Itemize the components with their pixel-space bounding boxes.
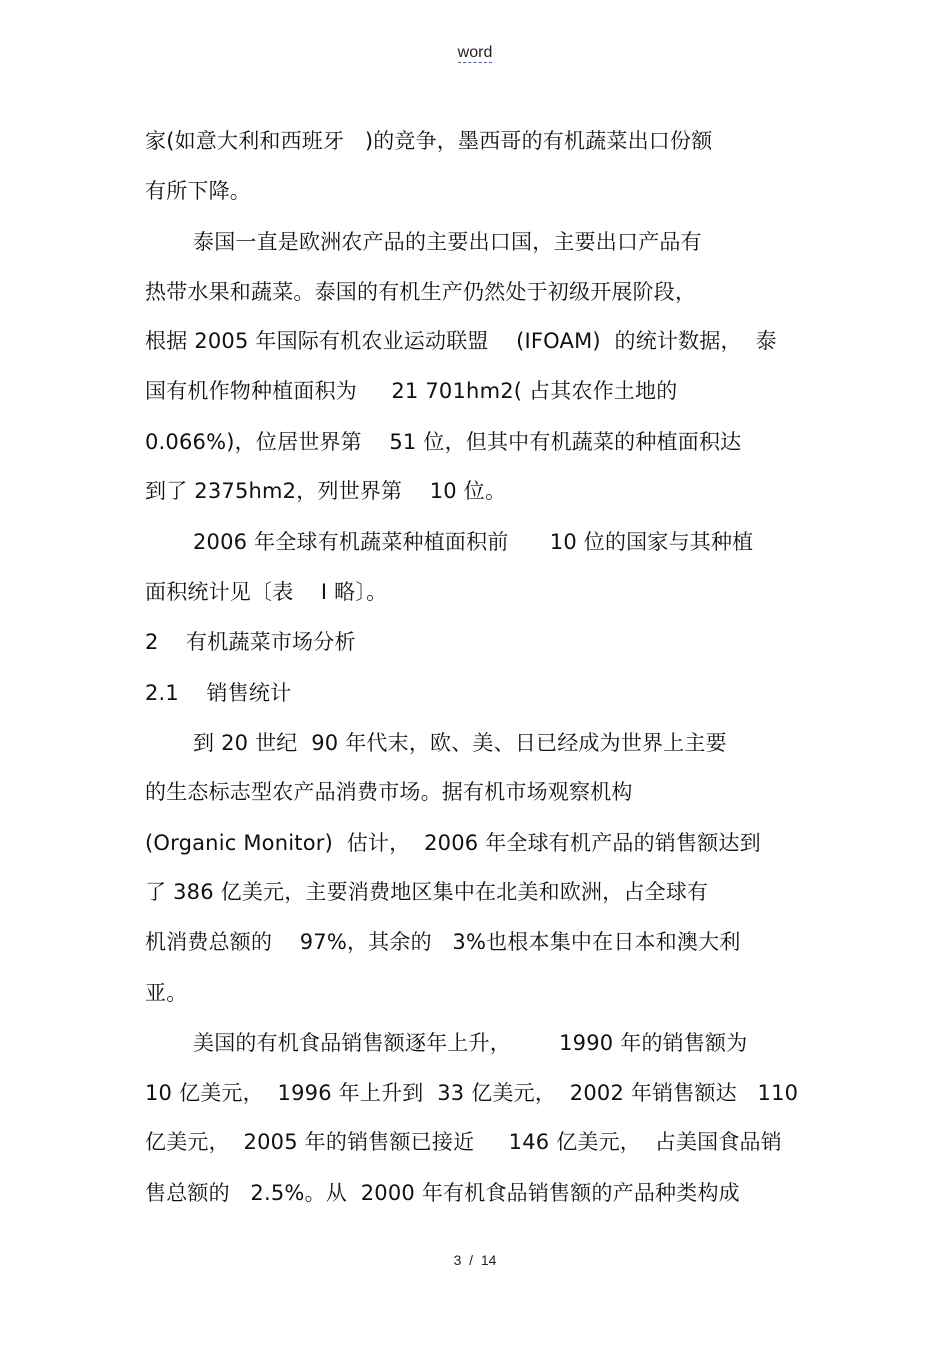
page-number: 3 / 14 bbox=[453, 1252, 497, 1268]
page-header bbox=[0, 44, 950, 62]
body-line: 售总额的 2.5%。从 2000 年有机食品销售额的产品种类构成 bbox=[145, 1181, 740, 1205]
body-line: 10 亿美元， 1996 年上升到 33 亿美元， 2002 年销售额达 110 bbox=[145, 1081, 799, 1105]
body-line: 家(如意大利和西班牙 )的竞争，墨西哥的有机蔬菜出口份额 bbox=[145, 129, 713, 153]
body-line: 机消费总额的 97%，其余的 3%也根本集中在日本和澳大利 bbox=[145, 930, 741, 954]
body-line: 国有机作物种植面积为 21 701hm2( 占其农作土地的 bbox=[145, 379, 678, 403]
body-line: 亚。 bbox=[145, 981, 188, 1005]
subsection-heading: 2.1 销售统计 bbox=[145, 681, 292, 705]
body-line: 到了 2375hm2，列世界第 10 位。 bbox=[145, 479, 507, 503]
body-line: 根据 2005 年国际有机农业运动联盟 (IFOAM) 的统计数据， 泰 bbox=[145, 329, 777, 353]
body-line: 面积统计见〔表 I 略〕。 bbox=[145, 580, 388, 604]
body-line: 的生态标志型农产品消费市场。据有机市场观察机构 bbox=[145, 780, 633, 804]
body-line: 热带水果和蔬菜。泰国的有机生产仍然处于初级开展阶段， bbox=[145, 280, 697, 304]
body-line: 0.066%)，位居世界第 51 位，但其中有机蔬菜的种植面积达 bbox=[145, 430, 742, 454]
body-line: 有所下降。 bbox=[145, 179, 251, 203]
body-line: 亿美元， 2005 年的销售额已接近 146 亿美元， 占美国食品销 bbox=[145, 1130, 782, 1154]
body-line: 泰国一直是欧洲农产品的主要出口国，主要出口产品有 bbox=[193, 230, 702, 254]
body-line: 到 20 世纪 90 年代末，欧、美、日已经成为世界上主要 bbox=[193, 731, 727, 755]
body-line: 2006 年全球有机蔬菜种植面积前 10 位的国家与其种植 bbox=[193, 530, 754, 554]
body-line: 美国的有机食品销售额逐年上升， 1990 年的销售额为 bbox=[193, 1031, 748, 1055]
body-line: (Organic Monitor) 估计， 2006 年全球有机产品的销售额达到 bbox=[145, 831, 761, 855]
header-title: word bbox=[457, 44, 493, 61]
body-line: 了 386 亿美元，主要消费地区集中在北美和欧洲，占全球有 bbox=[145, 880, 709, 904]
section-heading: 2 有机蔬菜市场分析 bbox=[145, 630, 356, 654]
